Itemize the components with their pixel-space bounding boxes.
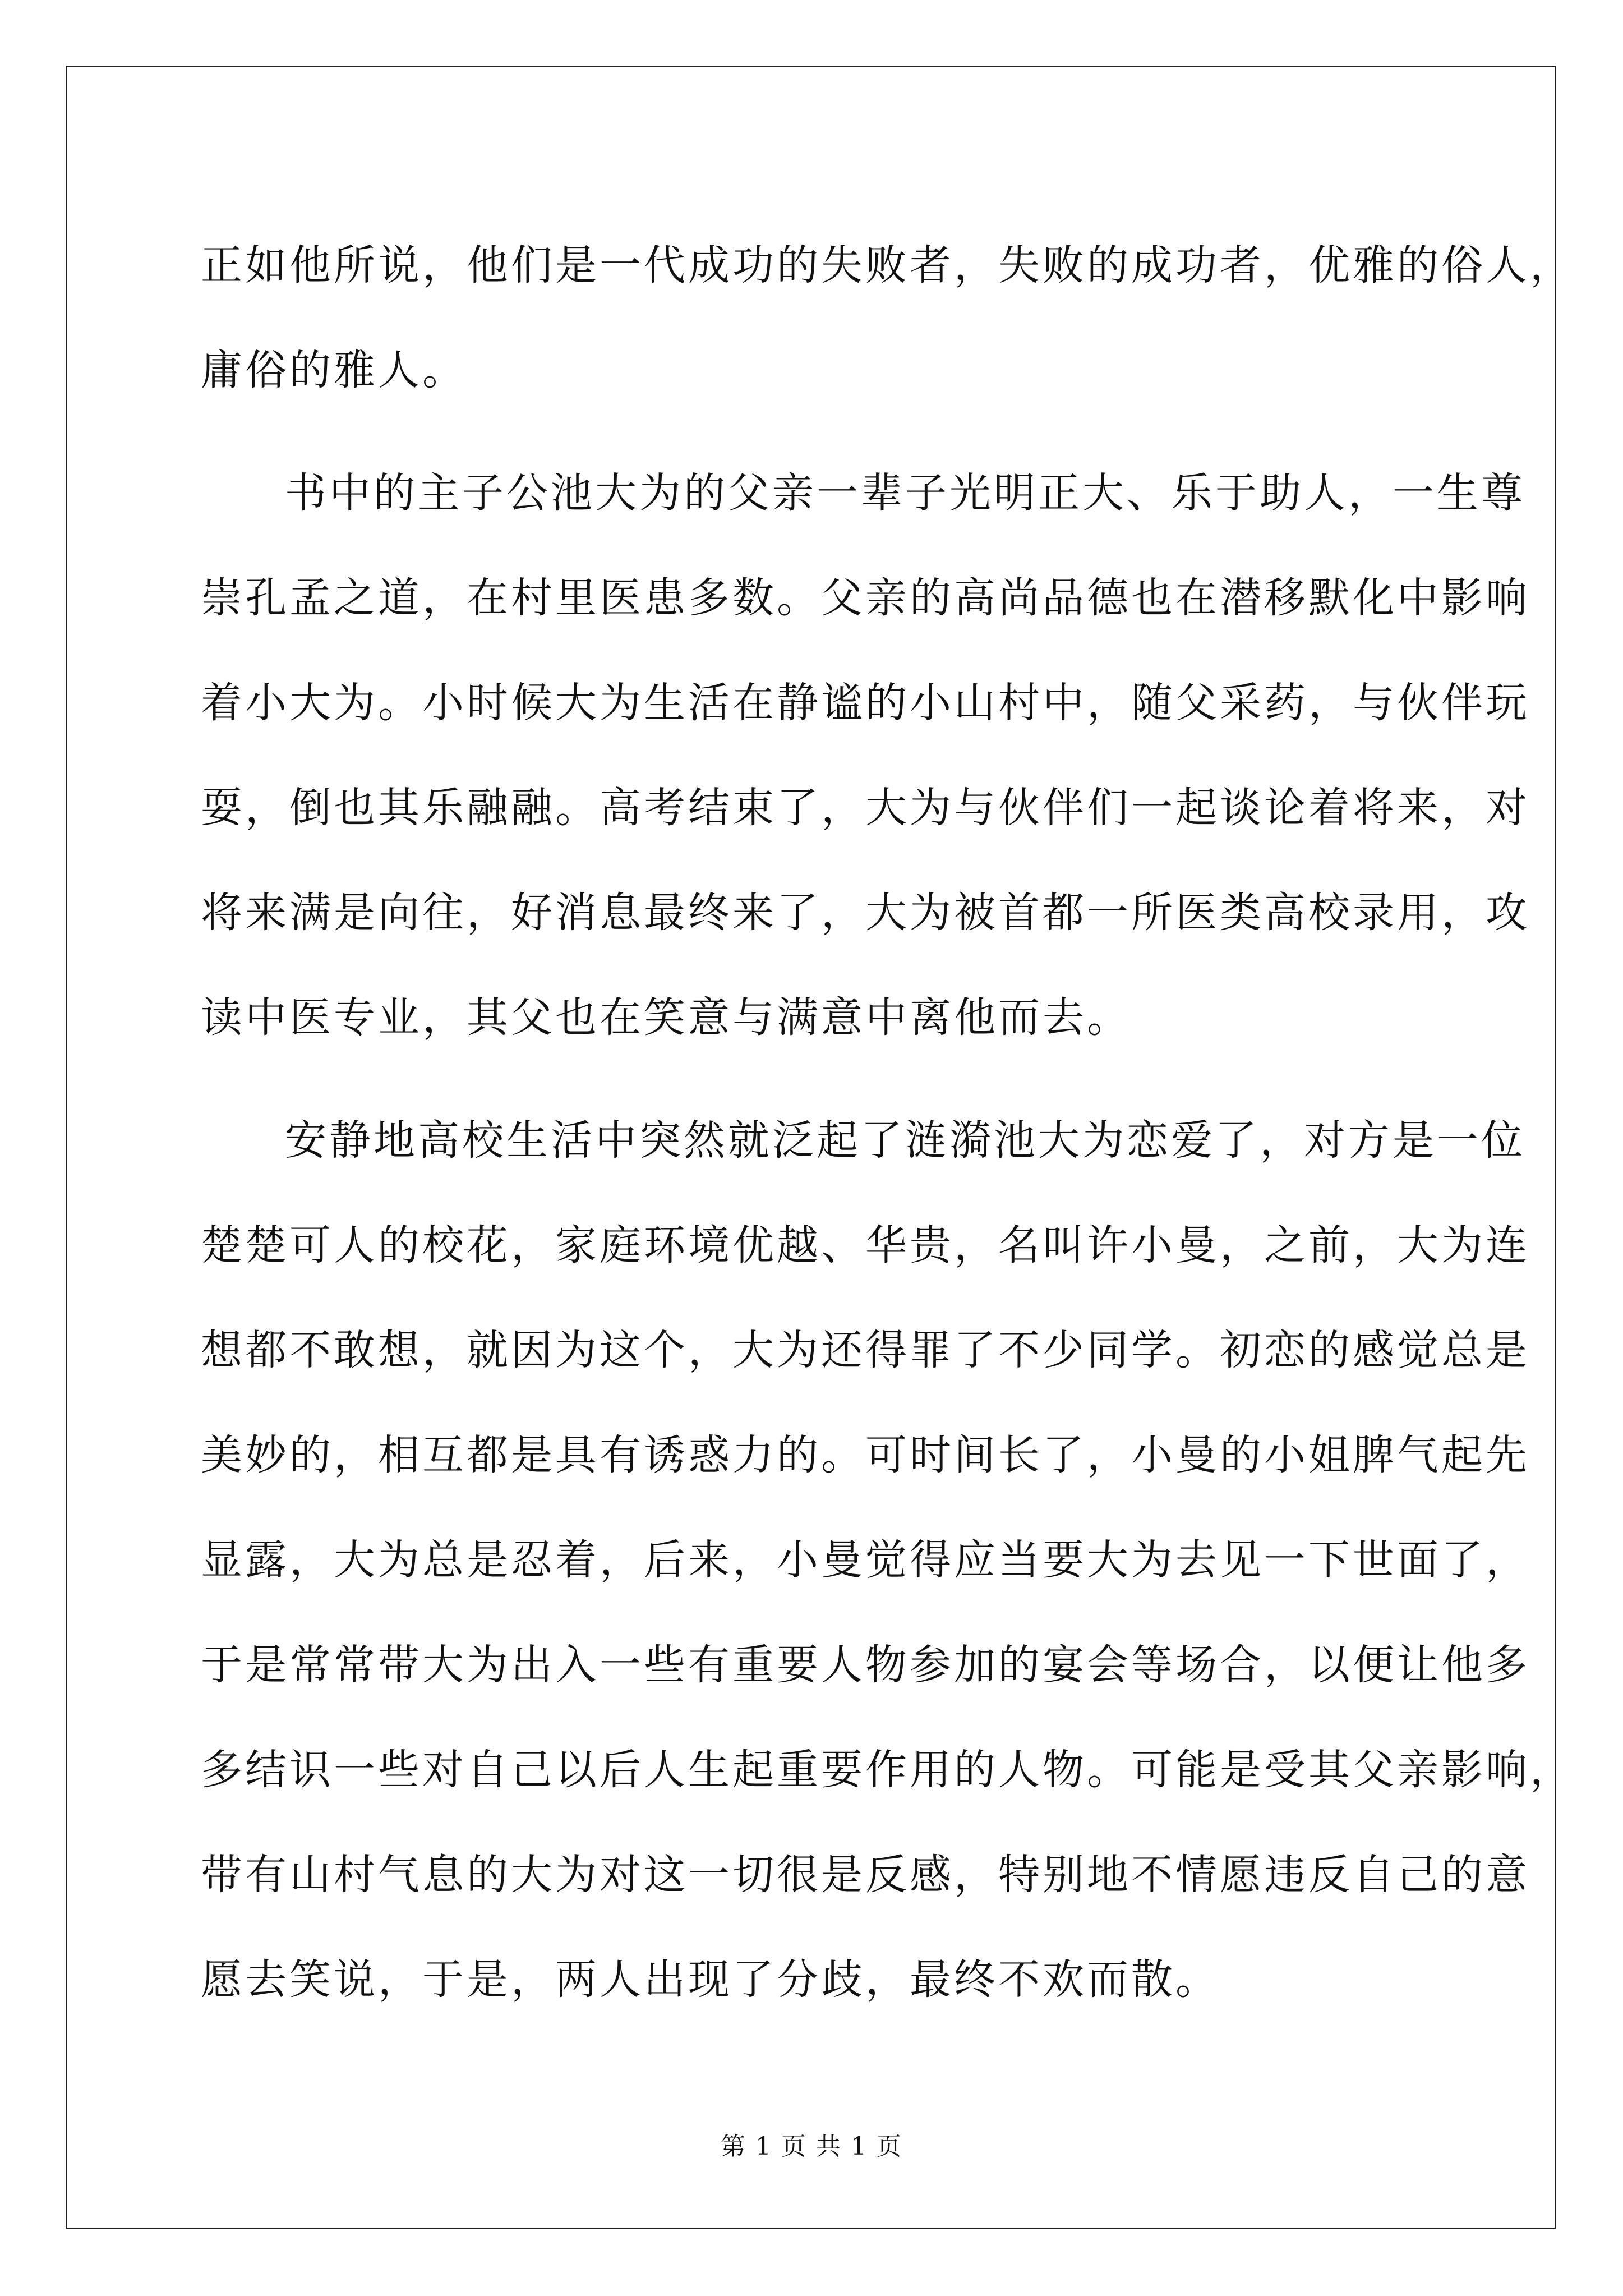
paragraph-3-line-2: 楚楚可人的校花，家庭环境优越、华贵，名叫许小曼，之前，大为连 bbox=[201, 1221, 1530, 1269]
paragraph-1-line-2: 庸俗的雅人。 bbox=[201, 346, 467, 394]
paragraph-2 bbox=[201, 441, 1530, 1070]
paragraph-3-line-5: 显露，大为总是忍着，后来，小曼觉得应当要大为去见一下世面了， bbox=[201, 1536, 1530, 1584]
paragraph-3-line-6: 于是常常带大为出入一些有重要人物参加的宴会等场合，以便让他多 bbox=[201, 1641, 1530, 1689]
paragraph-2-line-2: 崇孔孟之道，在村里医患多数。父亲的高尚品德也在潜移默化中影响 bbox=[201, 574, 1530, 622]
paragraph-2-line-4: 耍，倒也其乐融融。高考结束了，大为与伙伴们一起谈论着将来，对 bbox=[201, 784, 1530, 832]
paragraph-1 bbox=[201, 213, 1574, 423]
paragraph-2-line-6: 读中医专业，其父也在笑意与满意中离他而去。 bbox=[201, 993, 1131, 1042]
paragraph-3-line-8: 带有山村气息的大为对这一切很是反感，特别地不情愿违反自己的意 bbox=[201, 1851, 1530, 1899]
document-body bbox=[201, 213, 1574, 2050]
page-number-label: 第 1 页 共 1 页 bbox=[721, 2132, 902, 2161]
paragraph-3-line-7: 多结识一些对自己以后人生起重要作用的人物。可能是受其父亲影响， bbox=[201, 1746, 1574, 1794]
paragraph-2-line-3: 着小大为。小时候大为生活在静谧的小山村中，随父采药，与伙伴玩 bbox=[201, 679, 1530, 727]
paragraph-3-line-4: 美妙的，相互都是具有诱惑力的。可时间长了，小曼的小姐脾气起先 bbox=[201, 1431, 1530, 1479]
paragraph-3-line-9: 愿去笑说，于是，两人出现了分歧，最终不欢而散。 bbox=[201, 1955, 1220, 2004]
paragraph-3-line-1: 安静地高校生活中突然就泛起了涟漪池大为恋爱了，对方是一位 bbox=[285, 1116, 1525, 1165]
paragraph-1-line-1: 正如他所说，他们是一代成功的失败者，失败的成功者，优雅的俗人， bbox=[201, 241, 1574, 289]
paragraph-2-line-5: 将来满是向往，好消息最终来了，大为被首都一所医类高校录用，攻 bbox=[201, 889, 1530, 937]
paragraph-3 bbox=[201, 1088, 1574, 2032]
paragraph-3-line-3: 想都不敢想，就因为这个，大为还得罪了不少同学。初恋的感觉总是 bbox=[201, 1326, 1530, 1374]
paragraph-2-line-1: 书中的主子公池大为的父亲一辈子光明正大、乐于助人，一生尊 bbox=[285, 469, 1525, 517]
page-footer bbox=[0, 2126, 1623, 2162]
